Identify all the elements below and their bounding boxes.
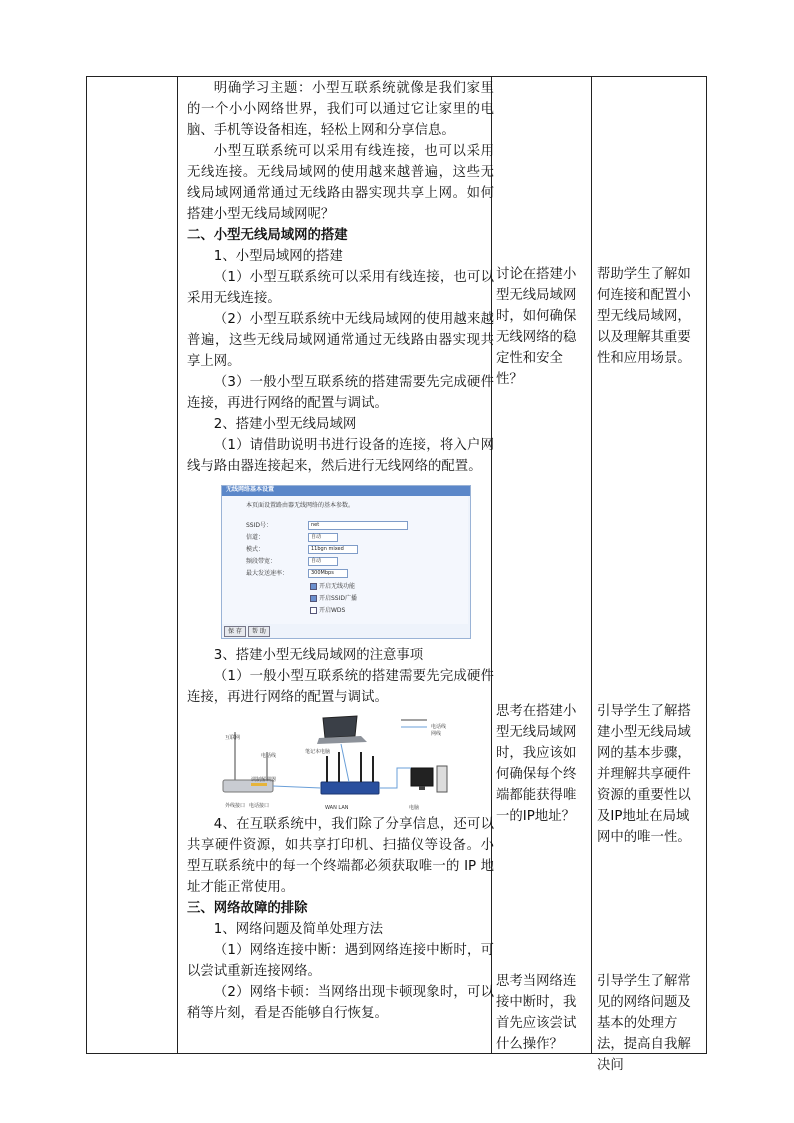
subsection-2-item-1: （1）请借助说明书进行设备的连接，将入户网线与路由器连接起来，然后进行无线网络的配置。 bbox=[187, 438, 494, 474]
troubleshoot-subsection-title: 1、网络问题及简单处理方法 bbox=[213, 922, 384, 937]
teaching-content-column bbox=[187, 78, 494, 1024]
table-top-border bbox=[86, 76, 707, 77]
ssid-label: SSID号： bbox=[246, 522, 273, 529]
design-intent-3: 引导学生了解常见的网络问题及基本的处理方法，提高自我解决问 bbox=[597, 974, 691, 1073]
legend-net-label: 网线 bbox=[431, 731, 442, 737]
student-activity-1: 讨论在搭建小型无线局域网时，如何确保无线网络的稳定性和安全性？ bbox=[496, 267, 577, 387]
pc-label: 电脑 bbox=[409, 805, 420, 811]
rate-label: 最大发送速率： bbox=[246, 570, 289, 577]
wan-lan-label: WAN LAN bbox=[325, 805, 349, 811]
troubleshoot-item-2: （2）网络卡顿：当网络出现卡顿现象时，可以稍等片刻，看是否能够自行恢复。 bbox=[187, 985, 494, 1021]
student-activity-2: 思考在搭建小型无线局域网时，我应该如何确保每个终端都能获得唯一的IP地址？ bbox=[496, 704, 577, 824]
enable-wireless-checkbox[interactable] bbox=[310, 583, 355, 591]
router-icon bbox=[321, 782, 379, 794]
section-heading-2: 二、小型无线局域网的搭建 bbox=[187, 228, 348, 243]
subsection-2-title: 2、搭建小型无线局域网 bbox=[213, 417, 357, 432]
table-left-border bbox=[86, 76, 87, 1054]
router-config-buttons bbox=[224, 626, 272, 637]
help-button[interactable]: 帮 助 bbox=[248, 626, 270, 637]
subsection-1-item-1: （1）小型互联系统可以采用有线连接，也可以采用无线连接。 bbox=[187, 270, 494, 306]
troubleshoot-item-1: （1）网络连接中断：遇到网络连接中断时，可以尝试重新连接网络。 bbox=[187, 943, 494, 979]
subsection-1-title: 1、小型局域网的搭建 bbox=[213, 249, 343, 264]
enable-ssid-broadcast-label: 开启SSID广播 bbox=[319, 595, 358, 602]
laptop-label: 笔记本电脑 bbox=[305, 749, 331, 755]
section-heading-3: 三、网络故障的排除 bbox=[187, 901, 308, 916]
phone-port-label: 电话接口 bbox=[249, 803, 270, 809]
checkbox-checked-icon bbox=[310, 595, 317, 602]
channel-label: 信道： bbox=[246, 534, 265, 541]
subsection-1-item-2: （2）小型互联系统中无线局域网的使用越来越普遍，这些无线局域网通常通过无线路由器实现共享上网。 bbox=[187, 312, 494, 369]
wireless-intro-paragraph: 小型互联系统可以采用有线连接，也可以采用无线连接。无线局域网的使用越来越普遍，这些无线局域网通常通过无线路由器实现共享上网。如何搭建小型无线局域网呢？ bbox=[187, 144, 494, 222]
intro-paragraph: 明确学习主题：小型互联系统就像是我们家里的一个小小网络世界，我们可以通过它让家里的电脑、手机等设备相连，轻松上网和分享信息。 bbox=[187, 81, 494, 138]
network-topology-diagram bbox=[221, 712, 481, 810]
router-config-body bbox=[222, 496, 468, 624]
mode-select[interactable]: 11bgn mixed bbox=[308, 545, 358, 554]
lesson-table bbox=[86, 76, 707, 1073]
pc-tower-icon bbox=[437, 766, 447, 792]
legend-phone-label: 电话线 bbox=[431, 724, 447, 730]
enable-ssid-broadcast-checkbox[interactable] bbox=[310, 595, 357, 603]
phone-line-label: 电话线 bbox=[261, 753, 277, 759]
router-config-title: 无线网络基本设置 bbox=[222, 486, 470, 496]
mode-label: 模式： bbox=[246, 546, 265, 553]
router-pc-cable bbox=[379, 768, 411, 788]
column-divider-3 bbox=[591, 76, 592, 1054]
enable-wireless-label: 开启无线功能 bbox=[319, 583, 356, 590]
bandwidth-label: 频段带宽： bbox=[246, 558, 277, 565]
laptop-icon bbox=[323, 716, 357, 738]
wan-port-label: 外线接口 bbox=[225, 803, 246, 809]
laptop-router-cable bbox=[341, 744, 349, 782]
enable-wds-checkbox[interactable] bbox=[310, 607, 345, 615]
router-config-screenshot bbox=[221, 485, 471, 639]
checkbox-checked-icon bbox=[310, 583, 317, 590]
ssid-input[interactable]: net bbox=[308, 521, 408, 530]
subsection-4-paragraph: 4、在互联系统中，我们除了分享信息，还可以共享硬件资源，如共享打印机、扫描仪等设备。小型互联系统中的每一个终端都必须获取唯一的 IP 地址才能正常使用。 bbox=[187, 817, 494, 895]
bandwidth-select[interactable]: 自动 bbox=[308, 557, 338, 566]
subsection-1-item-3: （3）一般小型互联系统的搭建需要先完成硬件连接，再进行网络的配置与调试。 bbox=[187, 375, 494, 411]
column-divider-1 bbox=[177, 76, 178, 1054]
enable-wds-label: 开启WDS bbox=[319, 607, 346, 614]
save-button[interactable]: 保 存 bbox=[224, 626, 246, 637]
table-right-border bbox=[706, 76, 707, 1054]
checkbox-unchecked-icon bbox=[310, 607, 317, 614]
rate-select[interactable]: 300Mbps bbox=[308, 569, 348, 578]
design-intent-1: 帮助学生了解如何连接和配置小型无线局域网，以及理解其重要性和应用场景。 bbox=[597, 267, 691, 366]
modem-router-cable bbox=[273, 786, 321, 788]
modem-label: 调制解调器 bbox=[251, 777, 277, 783]
pc-stand-icon bbox=[419, 786, 425, 790]
channel-select[interactable]: 自动 bbox=[308, 533, 338, 542]
router-config-description: 本页面设置路由器无线网络的基本参数。 bbox=[246, 502, 355, 509]
pc-monitor-icon bbox=[411, 768, 433, 786]
subsection-3-title: 3、搭建小型无线局域网的注意事项 bbox=[213, 648, 424, 663]
design-intent-2: 引导学生了解搭建小型无线局域网的基本步骤，并理解共享硬件资源的重要性以及IP地址在局域网中的唯一性。 bbox=[597, 704, 691, 845]
student-activity-3: 思考当网络连接中断时，我首先应该尝试什么操作？ bbox=[496, 974, 577, 1052]
subsection-3-item-1: （1）一般小型互联系统的搭建需要先完成硬件连接，再进行网络的配置与调试。 bbox=[187, 669, 494, 705]
internet-label: 互联网 bbox=[225, 735, 241, 741]
